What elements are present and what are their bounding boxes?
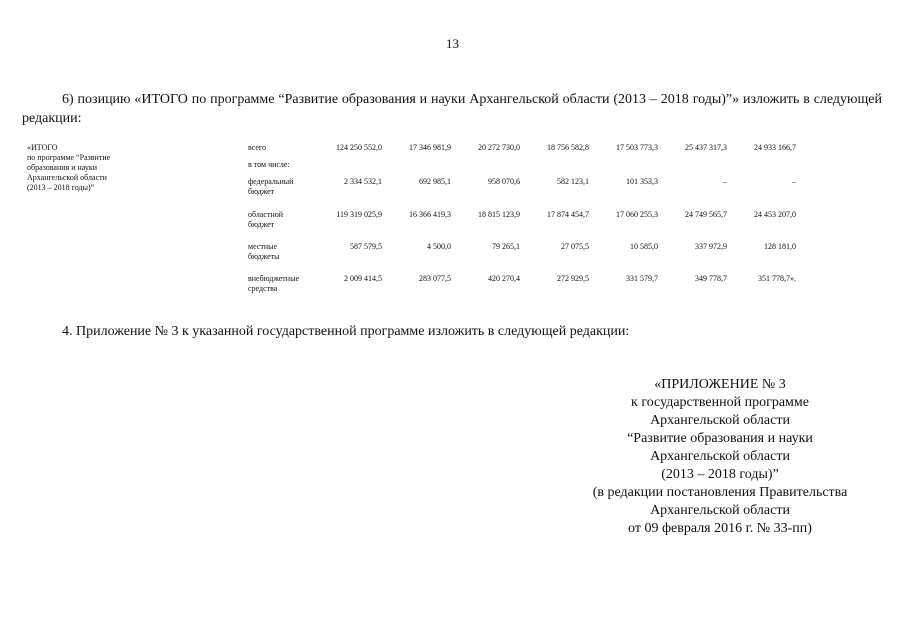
paragraph-item-6: 6) позицию «ИТОГО по программе “Развитие образования и науки Архангельской области (2013 – 2018 годы)”» изложить в следующей редакции: <box>22 92 882 126</box>
value-cell: 119 319 025,9 <box>336 210 382 219</box>
value-cell: 17 503 773,3 <box>616 143 658 152</box>
appendix-line: от 09 февраля 2016 г. № 33-пп) <box>628 521 812 536</box>
label-line: Архангельской области <box>27 173 107 182</box>
value-cell: 331 579,7 <box>626 274 658 283</box>
appendix-line: (2013 – 2018 годы)” <box>661 467 779 482</box>
category-line: федеральный <box>248 177 294 186</box>
category-cell <box>248 160 318 170</box>
value-cell: 17 060 255,3 <box>616 210 658 219</box>
table-row <box>248 242 808 266</box>
table-row <box>248 210 808 234</box>
value-cell: 337 972,9 <box>695 242 727 251</box>
value-cell: 582 123,1 <box>557 177 589 186</box>
category-cell <box>248 274 318 294</box>
value-cell: 24 749 565,7 <box>685 210 727 219</box>
value-cell: 17 346 981,9 <box>409 143 451 152</box>
value-cell: 18 815 123,9 <box>478 210 520 219</box>
appendix-line: (в редакции постановления Правительства <box>592 485 848 500</box>
label-line: по программе “Развитие <box>27 153 111 162</box>
value-cell: 27 075,5 <box>561 242 589 251</box>
category-line: бюджет <box>248 220 275 229</box>
value-cell: 587 579,5 <box>350 242 382 251</box>
value-cell: 283 077,5 <box>419 274 451 283</box>
appendix-header <box>565 376 875 538</box>
appendix-line: «ПРИЛОЖЕНИЕ № 3 <box>654 377 786 392</box>
value-cell: 17 874 454,7 <box>547 210 589 219</box>
value-cell: – <box>792 177 796 186</box>
appendix-line: к государственной программе <box>631 395 809 410</box>
value-cell: 692 985,1 <box>419 177 451 186</box>
category-line: бюджеты <box>248 252 280 261</box>
value-cell: 79 265,1 <box>492 242 520 251</box>
appendix-line: “Развитие образования и науки <box>627 431 813 446</box>
value-cell: 18 756 582,8 <box>547 143 589 152</box>
value-cell: – <box>723 177 727 186</box>
table-row-label <box>27 143 147 193</box>
category-line: местные <box>248 242 278 251</box>
category-cell <box>248 242 318 262</box>
table-row <box>248 274 808 298</box>
category-cell <box>248 177 318 197</box>
category-line: областной <box>248 210 284 219</box>
appendix-line: Архангельской области <box>650 503 790 518</box>
value-cell: 4 500,0 <box>427 242 451 251</box>
value-cell: 24 453 207,0 <box>754 210 796 219</box>
label-line: (2013 – 2018 годы)” <box>27 183 95 192</box>
appendix-line: Архангельской области <box>650 449 790 464</box>
value-cell: 128 181,0 <box>764 242 796 251</box>
value-cell: 24 933 166,7 <box>754 143 796 152</box>
value-cell: 20 272 730,0 <box>478 143 520 152</box>
value-cell: 958 070,6 <box>488 177 520 186</box>
label-line: образования и науки <box>27 163 98 172</box>
category-line: всего <box>248 143 267 152</box>
table-row <box>248 177 808 201</box>
value-cell: 10 585,0 <box>630 242 658 251</box>
paragraph-item-4: 4. Приложение № 3 к указанной государственной программе изложить в следующей редакции: <box>62 324 630 339</box>
category-line: в том числе: <box>248 160 290 169</box>
value-cell: 349 778,7 <box>695 274 727 283</box>
value-cell: 16 366 419,3 <box>409 210 451 219</box>
label-line: «ИТОГО <box>27 143 58 152</box>
page-number: 13 <box>446 36 459 51</box>
value-cell: 420 270,4 <box>488 274 520 283</box>
value-cell: 124 250 552,0 <box>336 143 382 152</box>
value-cell: 272 929,5 <box>557 274 589 283</box>
category-cell <box>248 143 318 153</box>
appendix-line: Архангельской области <box>650 413 790 428</box>
value-cell: 351 778,7». <box>758 274 796 283</box>
category-line: бюджет <box>248 187 275 196</box>
category-line: средства <box>248 284 278 293</box>
value-cell: 2 009 414,5 <box>344 274 382 283</box>
value-cell: 101 353,3 <box>626 177 658 186</box>
value-cell: 2 334 532,1 <box>344 177 382 186</box>
value-cell: 25 437 317,3 <box>685 143 727 152</box>
category-line: внебюджетные <box>248 274 299 283</box>
category-cell <box>248 210 318 230</box>
